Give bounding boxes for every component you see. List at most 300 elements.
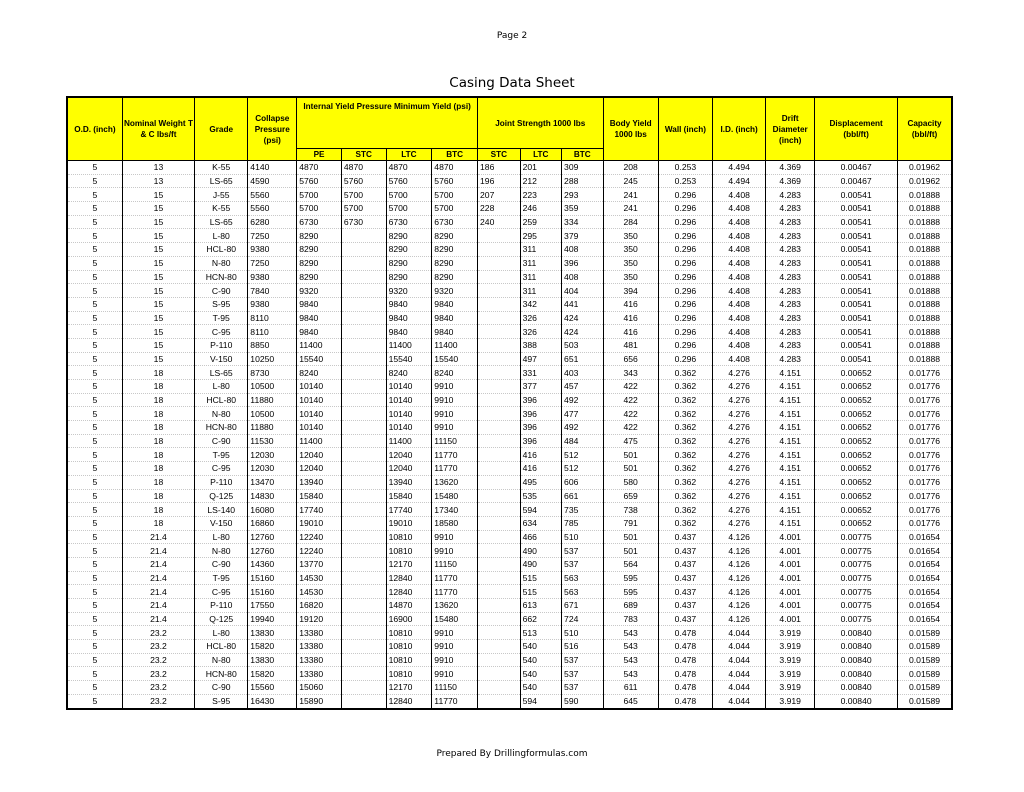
cell-js-btc: 408 xyxy=(562,243,603,257)
cell-iy-stc xyxy=(341,585,386,599)
cell-capacity: 0.01654 xyxy=(898,585,952,599)
cell-grade: T-95 xyxy=(195,311,248,325)
cell-wall: 0.296 xyxy=(658,229,712,243)
cell-iy-pe: 8290 xyxy=(297,270,342,284)
cell-iy-pe: 13380 xyxy=(297,640,342,654)
cell-grade: J-55 xyxy=(195,188,248,202)
cell-js-stc xyxy=(478,366,521,380)
cell-js-ltc: 594 xyxy=(520,694,561,708)
cell-js-btc: 492 xyxy=(562,393,603,407)
cell-js-btc: 537 xyxy=(562,544,603,558)
cell-iy-stc xyxy=(341,448,386,462)
cell-iy-pe: 8290 xyxy=(297,243,342,257)
cell-collapse: 13830 xyxy=(248,626,297,640)
cell-iy-btc: 9840 xyxy=(432,297,478,311)
cell-iy-pe: 12040 xyxy=(297,448,342,462)
cell-id: 4.408 xyxy=(713,188,766,202)
cell-iy-pe: 6730 xyxy=(297,215,342,229)
casing-data-table xyxy=(66,96,953,710)
cell-displacement: 0.00840 xyxy=(815,667,898,681)
cell-capacity: 0.01776 xyxy=(898,448,952,462)
cell-js-btc: 404 xyxy=(562,284,603,298)
cell-grade: L-80 xyxy=(195,626,248,640)
cell-iy-ltc: 11400 xyxy=(386,434,432,448)
cell-od: 5 xyxy=(67,311,122,325)
cell-iy-stc xyxy=(341,557,386,571)
cell-id: 4.494 xyxy=(713,174,766,188)
cell-js-ltc: 594 xyxy=(520,503,561,517)
cell-wall: 0.478 xyxy=(658,640,712,654)
cell-body-yield: 284 xyxy=(603,215,658,229)
cell-id: 4.276 xyxy=(713,503,766,517)
cell-js-btc: 563 xyxy=(562,571,603,585)
cell-iy-stc xyxy=(341,256,386,270)
cell-js-ltc: 396 xyxy=(520,434,561,448)
cell-js-ltc: 259 xyxy=(520,215,561,229)
cell-iy-ltc: 9840 xyxy=(386,297,432,311)
cell-js-stc xyxy=(478,407,521,421)
cell-od: 5 xyxy=(67,653,122,667)
cell-od: 5 xyxy=(67,557,122,571)
header-body-yield: Body Yield 1000 lbs xyxy=(603,97,658,161)
header-od: O.D. (inch) xyxy=(67,97,122,161)
cell-collapse: 9380 xyxy=(248,270,297,284)
cell-id: 4.126 xyxy=(713,599,766,613)
cell-js-btc: 334 xyxy=(562,215,603,229)
cell-grade: HCN-80 xyxy=(195,270,248,284)
cell-weight: 15 xyxy=(122,352,194,366)
header-internal-yield: Internal Yield Pressure Minimum Yield (psi) xyxy=(297,97,478,149)
cell-body-yield: 416 xyxy=(603,325,658,339)
cell-iy-pe: 14530 xyxy=(297,585,342,599)
cell-iy-btc: 9840 xyxy=(432,311,478,325)
cell-od: 5 xyxy=(67,297,122,311)
cell-js-stc xyxy=(478,640,521,654)
cell-iy-btc: 6730 xyxy=(432,215,478,229)
cell-iy-btc: 11770 xyxy=(432,571,478,585)
header-collapse-pressure: Collapse Pressure (psi) xyxy=(248,97,297,161)
cell-id: 4.276 xyxy=(713,516,766,530)
cell-displacement: 0.00541 xyxy=(815,202,898,216)
cell-drift: 4.283 xyxy=(766,284,815,298)
table-row xyxy=(67,489,952,503)
cell-collapse: 8110 xyxy=(248,325,297,339)
cell-drift: 4.283 xyxy=(766,229,815,243)
cell-iy-ltc: 5700 xyxy=(386,202,432,216)
cell-iy-ltc: 12840 xyxy=(386,694,432,708)
cell-od: 5 xyxy=(67,448,122,462)
cell-wall: 0.296 xyxy=(658,311,712,325)
cell-js-btc: 512 xyxy=(562,462,603,476)
table-row xyxy=(67,188,952,202)
cell-iy-stc xyxy=(341,681,386,695)
cell-iy-ltc: 12040 xyxy=(386,448,432,462)
cell-grade: N-80 xyxy=(195,407,248,421)
cell-od: 5 xyxy=(67,694,122,708)
cell-js-ltc: 540 xyxy=(520,653,561,667)
cell-js-btc: 503 xyxy=(562,338,603,352)
table-row xyxy=(67,681,952,695)
cell-iy-stc xyxy=(341,462,386,476)
cell-body-yield: 501 xyxy=(603,530,658,544)
cell-od: 5 xyxy=(67,489,122,503)
subheader-iy-ltc: LTC xyxy=(386,149,432,161)
table-row xyxy=(67,462,952,476)
cell-grade: C-90 xyxy=(195,681,248,695)
cell-od: 5 xyxy=(67,284,122,298)
cell-js-ltc: 246 xyxy=(520,202,561,216)
cell-capacity: 0.01776 xyxy=(898,489,952,503)
cell-id: 4.408 xyxy=(713,229,766,243)
cell-od: 5 xyxy=(67,380,122,394)
cell-weight: 15 xyxy=(122,243,194,257)
cell-drift: 4.283 xyxy=(766,338,815,352)
cell-iy-btc: 9840 xyxy=(432,325,478,339)
cell-iy-stc xyxy=(341,694,386,708)
cell-iy-btc: 11770 xyxy=(432,694,478,708)
cell-drift: 4.001 xyxy=(766,530,815,544)
cell-js-btc: 651 xyxy=(562,352,603,366)
cell-wall: 0.362 xyxy=(658,516,712,530)
cell-iy-btc: 9910 xyxy=(432,653,478,667)
cell-iy-stc xyxy=(341,612,386,626)
table-row xyxy=(67,475,952,489)
cell-od: 5 xyxy=(67,626,122,640)
cell-displacement: 0.00541 xyxy=(815,229,898,243)
cell-grade: V-150 xyxy=(195,352,248,366)
cell-collapse: 7250 xyxy=(248,256,297,270)
cell-collapse: 5560 xyxy=(248,202,297,216)
cell-body-yield: 656 xyxy=(603,352,658,366)
table-row xyxy=(67,270,952,284)
cell-drift: 4.151 xyxy=(766,434,815,448)
cell-js-btc: 785 xyxy=(562,516,603,530)
cell-drift: 4.283 xyxy=(766,297,815,311)
cell-js-ltc: 377 xyxy=(520,380,561,394)
cell-grade: S-95 xyxy=(195,694,248,708)
cell-iy-ltc: 10810 xyxy=(386,626,432,640)
cell-drift: 4.001 xyxy=(766,571,815,585)
cell-iy-pe: 9840 xyxy=(297,311,342,325)
cell-collapse: 15820 xyxy=(248,667,297,681)
cell-weight: 18 xyxy=(122,421,194,435)
subheader-iy-btc: BTC xyxy=(432,149,478,161)
cell-grade: N-80 xyxy=(195,256,248,270)
cell-iy-ltc: 15540 xyxy=(386,352,432,366)
sheet-title: Casing Data Sheet xyxy=(449,75,575,91)
table-row xyxy=(67,174,952,188)
cell-js-btc: 512 xyxy=(562,448,603,462)
cell-collapse: 19940 xyxy=(248,612,297,626)
cell-iy-ltc: 12170 xyxy=(386,557,432,571)
cell-weight: 15 xyxy=(122,311,194,325)
table-row xyxy=(67,243,952,257)
cell-js-ltc: 497 xyxy=(520,352,561,366)
cell-weight: 21.4 xyxy=(122,585,194,599)
cell-js-btc: 510 xyxy=(562,626,603,640)
cell-iy-btc: 9910 xyxy=(432,626,478,640)
cell-grade: HCN-80 xyxy=(195,667,248,681)
cell-grade: LS-65 xyxy=(195,174,248,188)
cell-displacement: 0.00652 xyxy=(815,516,898,530)
cell-od: 5 xyxy=(67,475,122,489)
cell-displacement: 0.00775 xyxy=(815,557,898,571)
cell-iy-stc xyxy=(341,229,386,243)
table-row xyxy=(67,626,952,640)
cell-id: 4.408 xyxy=(713,338,766,352)
cell-weight: 15 xyxy=(122,188,194,202)
cell-body-yield: 543 xyxy=(603,667,658,681)
cell-od: 5 xyxy=(67,530,122,544)
cell-displacement: 0.00775 xyxy=(815,612,898,626)
table-row xyxy=(67,667,952,681)
cell-collapse: 8730 xyxy=(248,366,297,380)
cell-iy-ltc: 10140 xyxy=(386,407,432,421)
cell-weight: 21.4 xyxy=(122,544,194,558)
cell-iy-stc: 5700 xyxy=(341,202,386,216)
subheader-js-ltc: LTC xyxy=(520,149,561,161)
cell-body-yield: 543 xyxy=(603,640,658,654)
cell-od: 5 xyxy=(67,366,122,380)
table-row xyxy=(67,215,952,229)
cell-js-stc xyxy=(478,475,521,489)
cell-js-stc xyxy=(478,626,521,640)
footer-credit: Prepared By Drillingformulas.com xyxy=(436,749,588,759)
cell-displacement: 0.00541 xyxy=(815,338,898,352)
cell-grade: N-80 xyxy=(195,544,248,558)
cell-iy-ltc: 8290 xyxy=(386,270,432,284)
cell-iy-pe: 8290 xyxy=(297,229,342,243)
cell-body-yield: 422 xyxy=(603,393,658,407)
cell-js-stc xyxy=(478,516,521,530)
cell-iy-ltc: 8290 xyxy=(386,229,432,243)
cell-js-ltc: 416 xyxy=(520,462,561,476)
cell-collapse: 6280 xyxy=(248,215,297,229)
cell-iy-btc: 11150 xyxy=(432,434,478,448)
cell-capacity: 0.01888 xyxy=(898,311,952,325)
cell-iy-pe: 12240 xyxy=(297,544,342,558)
cell-capacity: 0.01654 xyxy=(898,557,952,571)
cell-capacity: 0.01888 xyxy=(898,188,952,202)
cell-od: 5 xyxy=(67,571,122,585)
cell-capacity: 0.01888 xyxy=(898,215,952,229)
cell-js-stc xyxy=(478,270,521,284)
table-row xyxy=(67,380,952,394)
cell-drift: 4.151 xyxy=(766,393,815,407)
cell-iy-btc: 11150 xyxy=(432,681,478,695)
cell-drift: 3.919 xyxy=(766,667,815,681)
cell-capacity: 0.01888 xyxy=(898,256,952,270)
cell-iy-btc: 13620 xyxy=(432,475,478,489)
cell-collapse: 4140 xyxy=(248,161,297,175)
cell-iy-ltc: 4870 xyxy=(386,161,432,175)
cell-iy-btc: 9320 xyxy=(432,284,478,298)
cell-wall: 0.296 xyxy=(658,256,712,270)
cell-grade: C-95 xyxy=(195,585,248,599)
cell-od: 5 xyxy=(67,667,122,681)
cell-weight: 21.4 xyxy=(122,599,194,613)
cell-weight: 18 xyxy=(122,462,194,476)
cell-js-btc: 537 xyxy=(562,681,603,695)
cell-wall: 0.296 xyxy=(658,297,712,311)
cell-js-stc xyxy=(478,667,521,681)
cell-displacement: 0.00652 xyxy=(815,503,898,517)
cell-drift: 4.151 xyxy=(766,366,815,380)
cell-drift: 4.151 xyxy=(766,380,815,394)
cell-js-btc: 510 xyxy=(562,530,603,544)
cell-id: 4.276 xyxy=(713,489,766,503)
cell-drift: 3.919 xyxy=(766,653,815,667)
cell-displacement: 0.00541 xyxy=(815,215,898,229)
cell-drift: 4.369 xyxy=(766,174,815,188)
cell-grade: Q-125 xyxy=(195,489,248,503)
cell-capacity: 0.01654 xyxy=(898,544,952,558)
cell-capacity: 0.01888 xyxy=(898,284,952,298)
cell-js-btc: 408 xyxy=(562,270,603,284)
cell-id: 4.408 xyxy=(713,352,766,366)
cell-drift: 4.001 xyxy=(766,599,815,613)
cell-js-ltc: 311 xyxy=(520,243,561,257)
cell-iy-stc xyxy=(341,571,386,585)
cell-weight: 23.2 xyxy=(122,640,194,654)
cell-id: 4.276 xyxy=(713,380,766,394)
cell-wall: 0.296 xyxy=(658,352,712,366)
cell-grade: C-90 xyxy=(195,557,248,571)
cell-drift: 4.151 xyxy=(766,503,815,517)
cell-wall: 0.253 xyxy=(658,174,712,188)
table-row xyxy=(67,311,952,325)
cell-iy-pe: 12240 xyxy=(297,530,342,544)
cell-weight: 15 xyxy=(122,284,194,298)
cell-iy-pe: 14530 xyxy=(297,571,342,585)
cell-od: 5 xyxy=(67,612,122,626)
cell-weight: 15 xyxy=(122,229,194,243)
cell-collapse: 13830 xyxy=(248,653,297,667)
cell-iy-pe: 9840 xyxy=(297,325,342,339)
cell-drift: 4.151 xyxy=(766,448,815,462)
cell-od: 5 xyxy=(67,243,122,257)
cell-id: 4.276 xyxy=(713,434,766,448)
cell-iy-stc xyxy=(341,516,386,530)
cell-grade: N-80 xyxy=(195,653,248,667)
cell-js-ltc: 342 xyxy=(520,297,561,311)
cell-od: 5 xyxy=(67,462,122,476)
cell-grade: T-95 xyxy=(195,571,248,585)
cell-displacement: 0.00652 xyxy=(815,380,898,394)
cell-wall: 0.478 xyxy=(658,681,712,695)
cell-iy-pe: 4870 xyxy=(297,161,342,175)
cell-od: 5 xyxy=(67,407,122,421)
cell-iy-stc xyxy=(341,530,386,544)
cell-js-stc xyxy=(478,256,521,270)
cell-collapse: 9380 xyxy=(248,297,297,311)
cell-od: 5 xyxy=(67,229,122,243)
cell-js-stc xyxy=(478,448,521,462)
cell-iy-ltc: 19010 xyxy=(386,516,432,530)
cell-iy-btc: 9910 xyxy=(432,407,478,421)
cell-js-stc: 196 xyxy=(478,174,521,188)
cell-iy-ltc: 17740 xyxy=(386,503,432,517)
cell-displacement: 0.00541 xyxy=(815,311,898,325)
cell-collapse: 15820 xyxy=(248,640,297,654)
cell-capacity: 0.01776 xyxy=(898,421,952,435)
cell-js-btc: 735 xyxy=(562,503,603,517)
cell-weight: 18 xyxy=(122,380,194,394)
cell-js-btc: 671 xyxy=(562,599,603,613)
cell-js-stc xyxy=(478,503,521,517)
cell-iy-btc: 5760 xyxy=(432,174,478,188)
cell-capacity: 0.01888 xyxy=(898,352,952,366)
cell-id: 4.044 xyxy=(713,640,766,654)
cell-iy-ltc: 5700 xyxy=(386,188,432,202)
cell-weight: 13 xyxy=(122,161,194,175)
cell-body-yield: 350 xyxy=(603,229,658,243)
cell-iy-pe: 15060 xyxy=(297,681,342,695)
cell-iy-ltc: 8290 xyxy=(386,243,432,257)
cell-grade: LS-65 xyxy=(195,215,248,229)
cell-displacement: 0.00775 xyxy=(815,599,898,613)
cell-od: 5 xyxy=(67,599,122,613)
cell-collapse: 17550 xyxy=(248,599,297,613)
cell-grade: HCL-80 xyxy=(195,640,248,654)
cell-js-btc: 477 xyxy=(562,407,603,421)
cell-iy-pe: 11400 xyxy=(297,338,342,352)
cell-iy-stc xyxy=(341,421,386,435)
cell-id: 4.126 xyxy=(713,571,766,585)
cell-body-yield: 208 xyxy=(603,161,658,175)
cell-iy-pe: 8290 xyxy=(297,256,342,270)
cell-capacity: 0.01589 xyxy=(898,694,952,708)
header-drift-diameter: Drift Diameter (inch) xyxy=(766,97,815,161)
table-row xyxy=(67,393,952,407)
cell-body-yield: 595 xyxy=(603,585,658,599)
cell-js-ltc: 490 xyxy=(520,557,561,571)
cell-body-yield: 422 xyxy=(603,407,658,421)
cell-drift: 4.283 xyxy=(766,256,815,270)
cell-drift: 4.283 xyxy=(766,202,815,216)
subheader-iy-stc: STC xyxy=(341,149,386,161)
header-grade: Grade xyxy=(195,97,248,161)
cell-od: 5 xyxy=(67,161,122,175)
cell-iy-btc: 8290 xyxy=(432,270,478,284)
table-row xyxy=(67,338,952,352)
cell-iy-ltc: 15840 xyxy=(386,489,432,503)
cell-iy-btc: 8290 xyxy=(432,256,478,270)
cell-wall: 0.437 xyxy=(658,557,712,571)
cell-js-btc: 424 xyxy=(562,325,603,339)
cell-js-btc: 661 xyxy=(562,489,603,503)
cell-js-btc: 441 xyxy=(562,297,603,311)
cell-body-yield: 481 xyxy=(603,338,658,352)
table-row xyxy=(67,694,952,708)
cell-displacement: 0.00541 xyxy=(815,284,898,298)
cell-iy-pe: 17740 xyxy=(297,503,342,517)
cell-collapse: 5560 xyxy=(248,188,297,202)
cell-capacity: 0.01589 xyxy=(898,667,952,681)
cell-js-stc xyxy=(478,681,521,695)
cell-capacity: 0.01776 xyxy=(898,434,952,448)
cell-iy-pe: 10140 xyxy=(297,393,342,407)
cell-iy-btc: 18580 xyxy=(432,516,478,530)
cell-body-yield: 422 xyxy=(603,421,658,435)
cell-iy-ltc: 9840 xyxy=(386,311,432,325)
cell-js-ltc: 212 xyxy=(520,174,561,188)
cell-id: 4.408 xyxy=(713,325,766,339)
cell-od: 5 xyxy=(67,516,122,530)
cell-iy-pe: 12040 xyxy=(297,462,342,476)
cell-displacement: 0.00840 xyxy=(815,694,898,708)
cell-iy-btc: 9910 xyxy=(432,667,478,681)
